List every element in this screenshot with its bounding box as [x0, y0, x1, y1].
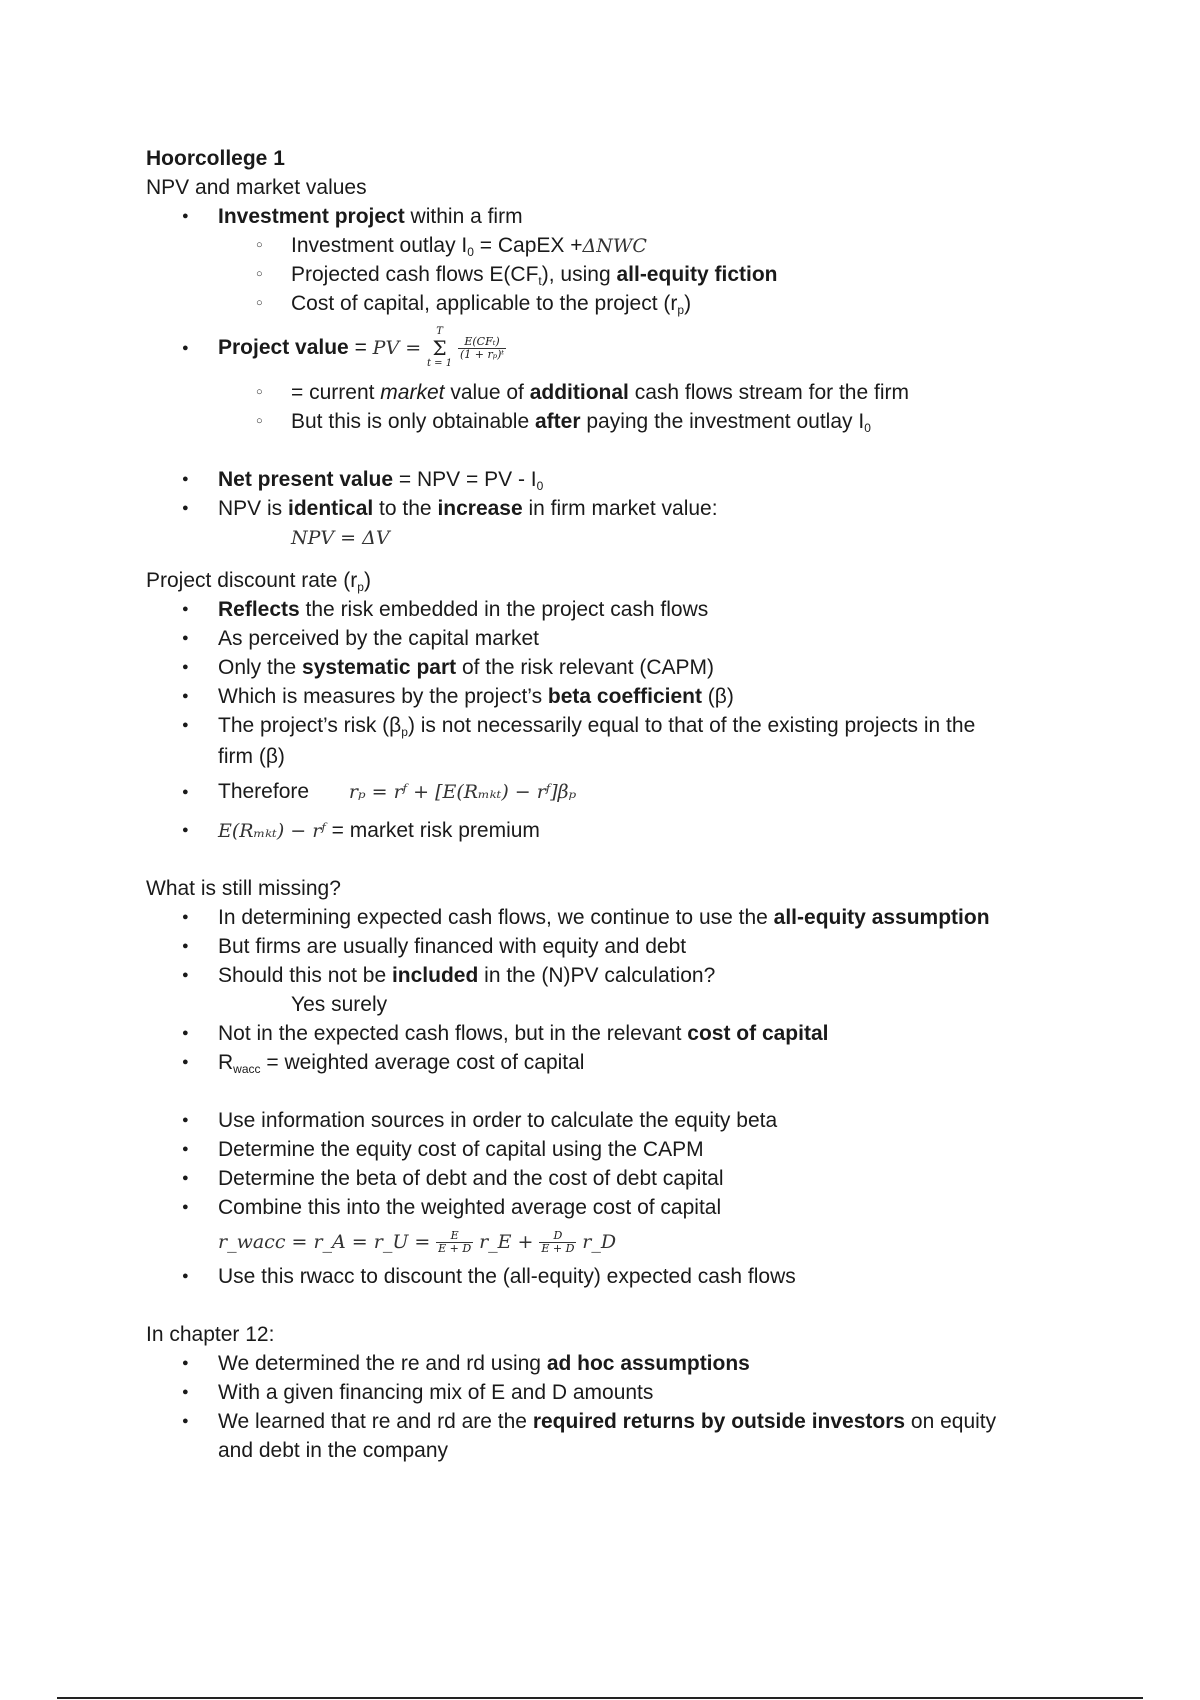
text: to the	[373, 497, 438, 520]
section-heading	[146, 566, 1066, 595]
list-item-continuation: and debt in the company	[218, 1439, 448, 1462]
sum-upper: T	[436, 326, 443, 338]
formula: r_wacc = r_A = r_U =	[218, 1231, 431, 1253]
subscript: wacc	[233, 1062, 261, 1076]
list-item: ● With a given financing mix of E and D amounts	[146, 1378, 1066, 1407]
list-item: ● Determine the equity cost of capital using the CAPM	[146, 1135, 1066, 1164]
text: But this is only obtainable	[291, 410, 535, 433]
bold-text: Project value	[218, 336, 349, 359]
text: Therefore	[218, 780, 310, 803]
sum-lower: t = 1	[426, 358, 453, 370]
text: the risk embedded in the project cash flows	[299, 598, 709, 621]
list-item	[146, 653, 1066, 682]
document-body	[146, 144, 1066, 1465]
text: We determined the re and rd using	[218, 1352, 547, 1375]
text: ) is not necessarily equal to that of the existing projects in the	[407, 714, 976, 737]
formula: r_E +	[479, 1231, 534, 1253]
text: = CapEX +	[473, 234, 583, 257]
text: Should this not be	[218, 964, 392, 987]
text: = market risk premium	[325, 819, 540, 842]
list-item	[146, 595, 1066, 624]
list-item	[146, 1019, 1066, 1048]
text: )	[363, 569, 371, 592]
page-title: Hoorcollege 1	[146, 147, 285, 170]
denominator: E + D	[438, 1241, 472, 1255]
bold-text: systematic part	[302, 656, 457, 679]
footer-divider	[57, 1697, 1143, 1699]
wacc-formula	[146, 1222, 1066, 1262]
list-item	[146, 682, 1066, 711]
list-item: ● As perceived by the capital market	[146, 624, 1066, 653]
text: paying the investment outlay I	[580, 410, 865, 433]
list-item: ● Use information sources in order to calculate the equity beta	[146, 1106, 1066, 1135]
text: in the (N)PV calculation?	[478, 964, 716, 987]
bold-text: increase	[437, 497, 523, 520]
list-item	[146, 202, 1066, 231]
bold-text: all-equity fiction	[616, 263, 778, 286]
list-item	[146, 1349, 1066, 1378]
text: Which is measures by the project’s	[218, 685, 548, 708]
subscript: p	[401, 725, 408, 739]
list-item	[146, 318, 1066, 378]
text: value of	[444, 381, 530, 404]
fraction	[458, 336, 506, 361]
text: in firm market value:	[522, 497, 718, 520]
subscript: p	[357, 580, 364, 594]
text: of the risk relevant (CAPM)	[456, 656, 715, 679]
formula: NPV = ΔV	[291, 527, 390, 549]
list-item	[146, 774, 1066, 816]
text: In determining expected cash flows, we continue to use the	[218, 906, 774, 929]
sigma-symbol: Σ	[432, 336, 447, 361]
text: We learned that re and rd are the	[218, 1410, 533, 1433]
formula: rₚ = rᶠ + [E(Rₘₖₜ) − rᶠ]βₚ	[348, 781, 577, 803]
summation	[427, 326, 452, 370]
numerator: E	[436, 1230, 473, 1243]
sub-list-item	[146, 407, 1066, 436]
denominator: (1 + rₚ)ᵗ	[459, 347, 505, 361]
section-heading: In chapter 12:	[146, 1323, 275, 1346]
fraction	[539, 1230, 576, 1255]
bold-text: additional	[529, 381, 629, 404]
text: Projected cash flows E(CF	[291, 263, 539, 286]
bold-text: Investment project	[218, 205, 405, 228]
bold-text: identical	[288, 497, 374, 520]
list-item	[146, 1407, 1066, 1436]
section-heading: NPV and market values	[146, 176, 367, 199]
answer-text: Yes surely	[291, 993, 388, 1016]
bold-text: all-equity assumption	[773, 906, 990, 929]
text: = weighted average cost of capital	[260, 1051, 585, 1074]
text: R	[218, 1051, 234, 1074]
text: = current	[291, 381, 381, 404]
numerator: E(CFₜ)	[458, 336, 506, 349]
text: The project’s risk (β	[218, 714, 402, 737]
subscript: 0	[536, 479, 544, 493]
subscript: p	[677, 303, 685, 317]
list-item	[146, 903, 1066, 932]
italic-text: market	[380, 381, 445, 404]
bold-text: included	[391, 964, 479, 987]
subscript: 0	[467, 245, 474, 259]
list-item: ● Use this rwacc to discount the (all-equity) expected cash flows	[146, 1262, 1066, 1291]
sub-list-item	[146, 231, 1066, 260]
bold-text: ad hoc assumptions	[546, 1352, 750, 1375]
bold-text: cost of capital	[687, 1022, 829, 1045]
bold-text: required returns by outside investors	[532, 1410, 906, 1433]
text: within a firm	[404, 205, 523, 228]
denominator: E + D	[541, 1241, 575, 1255]
list-item-continuation: firm (β)	[218, 745, 285, 768]
formula: PV =	[372, 337, 422, 359]
text: on equity	[905, 1410, 997, 1433]
text: Investment outlay I	[291, 234, 468, 257]
list-item	[146, 711, 1066, 740]
bold-text: after	[534, 410, 581, 433]
subscript: 0	[864, 421, 871, 435]
text: )	[684, 292, 692, 315]
text: Cost of capital, applicable to the project (r	[291, 292, 678, 315]
sub-list-item	[146, 260, 1066, 289]
fraction	[436, 1230, 473, 1255]
bold-text: Reflects	[218, 598, 300, 621]
list-item	[146, 961, 1066, 990]
text: Only the	[218, 656, 303, 679]
text: NPV is	[218, 497, 289, 520]
list-item: ● But firms are usually financed with equity and debt	[146, 932, 1066, 961]
numerator: D	[539, 1230, 576, 1243]
formula: ΔNWC	[582, 235, 647, 257]
list-item	[146, 816, 1066, 845]
list-item: ● Combine this into the weighted average cost of capital	[146, 1193, 1066, 1222]
sub-list-item	[146, 378, 1066, 407]
subscript: t	[538, 274, 542, 288]
sub-list-item	[146, 289, 1066, 318]
text: Not in the expected cash flows, but in the relevant	[218, 1022, 688, 1045]
formula-line	[146, 523, 1066, 552]
list-item: ● Determine the beta of debt and the cost of debt capital	[146, 1164, 1066, 1193]
formula: E(Rₘₖₜ) − rᶠ	[218, 820, 326, 842]
bold-text: beta coefficient	[547, 685, 702, 708]
text: Project discount rate (r	[146, 569, 358, 592]
list-item	[146, 494, 1066, 523]
text: = NPV = PV - I	[393, 468, 537, 491]
text: ), using	[541, 263, 617, 286]
text: (β)	[701, 685, 734, 708]
formula: r_D	[582, 1231, 617, 1253]
text: cash flows stream for the firm	[628, 381, 909, 404]
section-heading: What is still missing?	[146, 877, 341, 900]
list-item	[146, 1048, 1066, 1077]
text: =	[348, 336, 373, 359]
list-item	[146, 465, 1066, 494]
bold-text: Net present value	[218, 468, 394, 491]
